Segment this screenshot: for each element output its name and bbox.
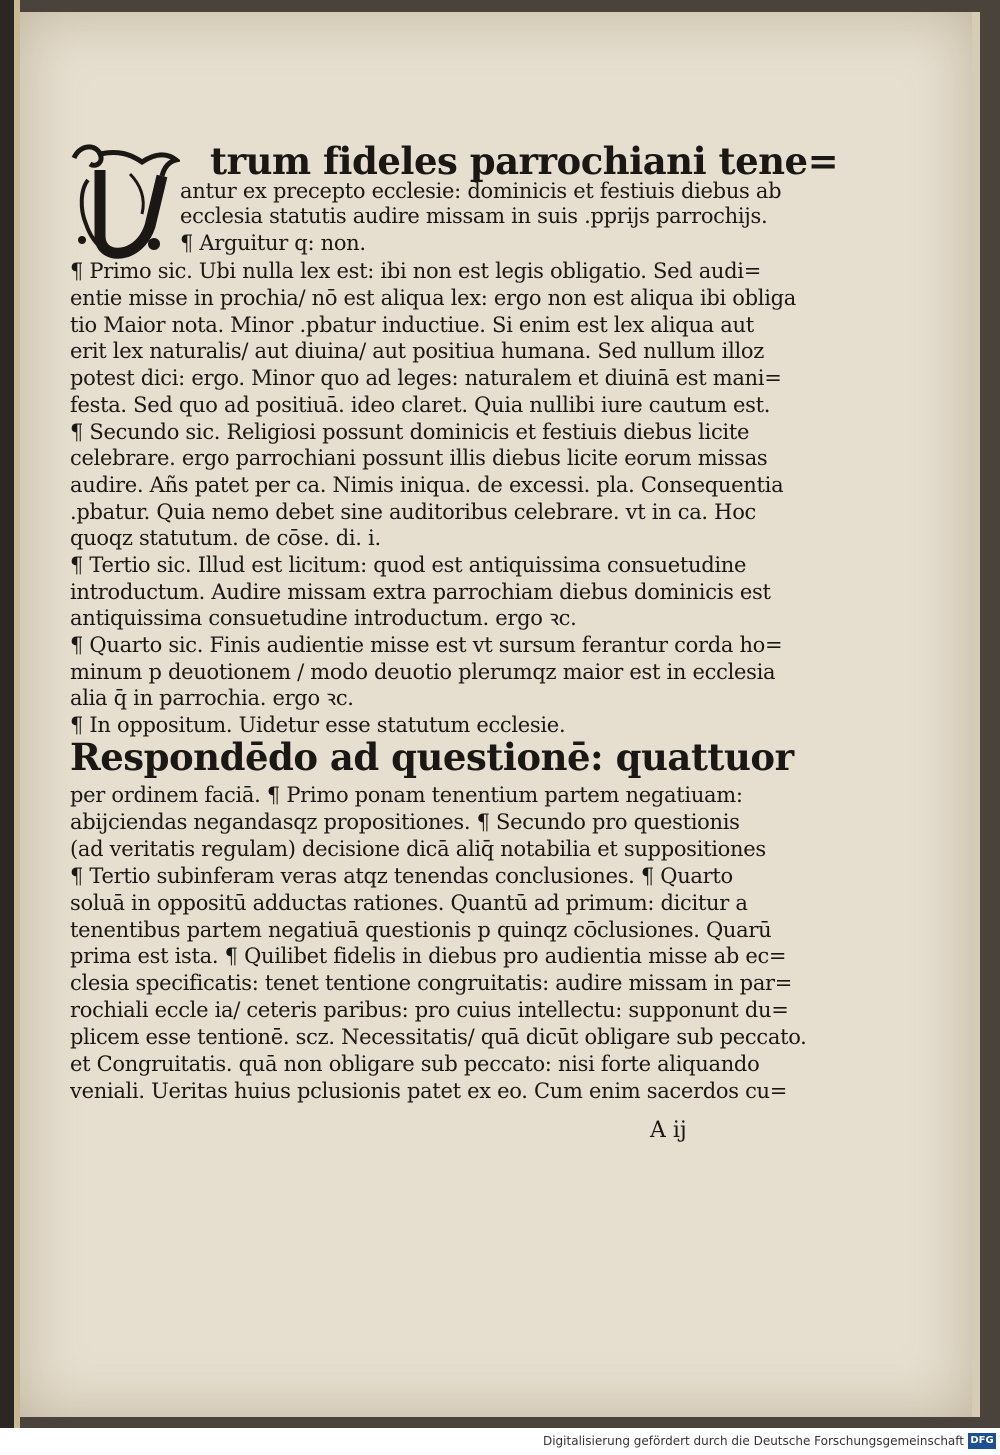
heading-line: Respondēdo ad questionē: quattuor bbox=[70, 735, 794, 779]
text-line: audire. Añs patet per ca. Nimis iniqua. de excessi. pla. Consequentia bbox=[70, 473, 784, 497]
text-line: minum p deuotionem / modo deuotio plerumqz maior est in ecclesia bbox=[70, 660, 776, 684]
text-line: ¶ Secundo sic. Religiosi possunt dominicis et festiuis diebus licite bbox=[70, 420, 750, 444]
text-line: rochiali eccle ia/ ceteris paribus: pro cuius intellectu: supponunt du= bbox=[70, 998, 789, 1022]
text-line: quoqz statutum. de cōse. di. i. bbox=[70, 526, 381, 550]
text-line: ecclesia statutis audire missam in suis .pprijs parrochijs. bbox=[180, 204, 768, 228]
text-line: erit lex naturalis/ aut diuina/ aut positiua humana. Sed nullum illoz bbox=[70, 339, 765, 363]
text-line: tenentibus partem negatiuā questionis p quinqz cōclusiones. Quarū bbox=[70, 918, 772, 942]
binding-edge bbox=[0, 0, 20, 1428]
text-line: festa. Sed quo ad positiuā. ideo claret. Quia nullibi iure cautum est. bbox=[70, 393, 771, 417]
heading-line: trum fideles parrochiani tene= bbox=[210, 139, 839, 183]
text-line: ¶ Tertio sic. Illud est licitum: quod est antiquissima consuetudine bbox=[70, 553, 747, 577]
dfg-logo: DFG bbox=[968, 1433, 996, 1449]
footer-text: Digitalisierung gefördert durch die Deutsche Forschungsgemeinschaft bbox=[542, 1434, 964, 1448]
text-line: veniali. Ueritas huius pclusionis patet ex eo. Cum enim sacerdos cu= bbox=[70, 1079, 788, 1103]
text-line: antiquissima consuetudine introductum. ergo ꝛc. bbox=[70, 606, 577, 630]
text-line: per ordinem faciā. ¶ Primo ponam tenentium partem negatiuam: bbox=[70, 783, 743, 807]
text-line: .pbatur. Quia nemo debet sine auditoribus celebrare. vt in ca. Hoc bbox=[70, 500, 756, 524]
text-line: prima est ista. ¶ Quilibet fidelis in diebus pro audientia misse ab ec= bbox=[70, 944, 787, 968]
text-line: tio Maior nota. Minor .pbatur inductiue. Si enim est lex aliqua aut bbox=[70, 313, 754, 337]
text-line: ¶ Quarto sic. Finis audientie misse est vt sursum ferantur corda ho= bbox=[70, 633, 783, 657]
footer-bar bbox=[0, 1428, 1000, 1455]
text-line: antur ex precepto ecclesie: dominicis et festiuis diebus ab bbox=[180, 179, 782, 203]
text-line: celebrare. ergo parrochiani possunt illis diebus licite eorum missas bbox=[70, 446, 768, 470]
page-edge bbox=[972, 12, 980, 1417]
text-line: et Congruitatis. quā non obligare sub peccato: nisi forte aliquando bbox=[70, 1052, 760, 1076]
decorated-initial bbox=[70, 140, 180, 260]
text-line: ¶ Primo sic. Ubi nulla lex est: ibi non est legis obligatio. Sed audi= bbox=[70, 259, 762, 283]
text-line: ¶ Arguitur q: non. bbox=[180, 231, 366, 255]
text-line: plicem esse tentionē. scz. Necessitatis/ quā dicūt obligare sub peccato. bbox=[70, 1025, 807, 1049]
text-line: ¶ Tertio subinferam veras atqz tenendas conclusiones. ¶ Quarto bbox=[70, 864, 733, 888]
text-line: entie misse in prochia/ nō est aliqua lex: ergo non est aliqua ibi obliga bbox=[70, 286, 796, 310]
text-line: clesia specificatis: tenet tentione congruitatis: audire missam in par= bbox=[70, 971, 793, 995]
text-line: abijciendas negandasqz propositiones. ¶ Secundo pro questionis bbox=[70, 810, 740, 834]
text-line: (ad veritatis regulam) decisione dicā aliq̄ notabilia et suppositiones bbox=[70, 837, 766, 861]
text-line: ¶ In oppositum. Uidetur esse statutum ecclesie. bbox=[70, 713, 566, 737]
text-line: introductum. Audire missam extra parrochiam diebus dominicis est bbox=[70, 580, 771, 604]
text-line: soluā in oppositū adductas rationes. Quantū ad primum: dicitur a bbox=[70, 891, 748, 915]
text-line: alia q̄ in parrochia. ergo ꝛc. bbox=[70, 686, 354, 710]
text-line: potest dici: ergo. Minor quo ad leges: naturalem et diuinā est mani= bbox=[70, 366, 782, 390]
signature-mark: A ij bbox=[650, 1118, 687, 1143]
